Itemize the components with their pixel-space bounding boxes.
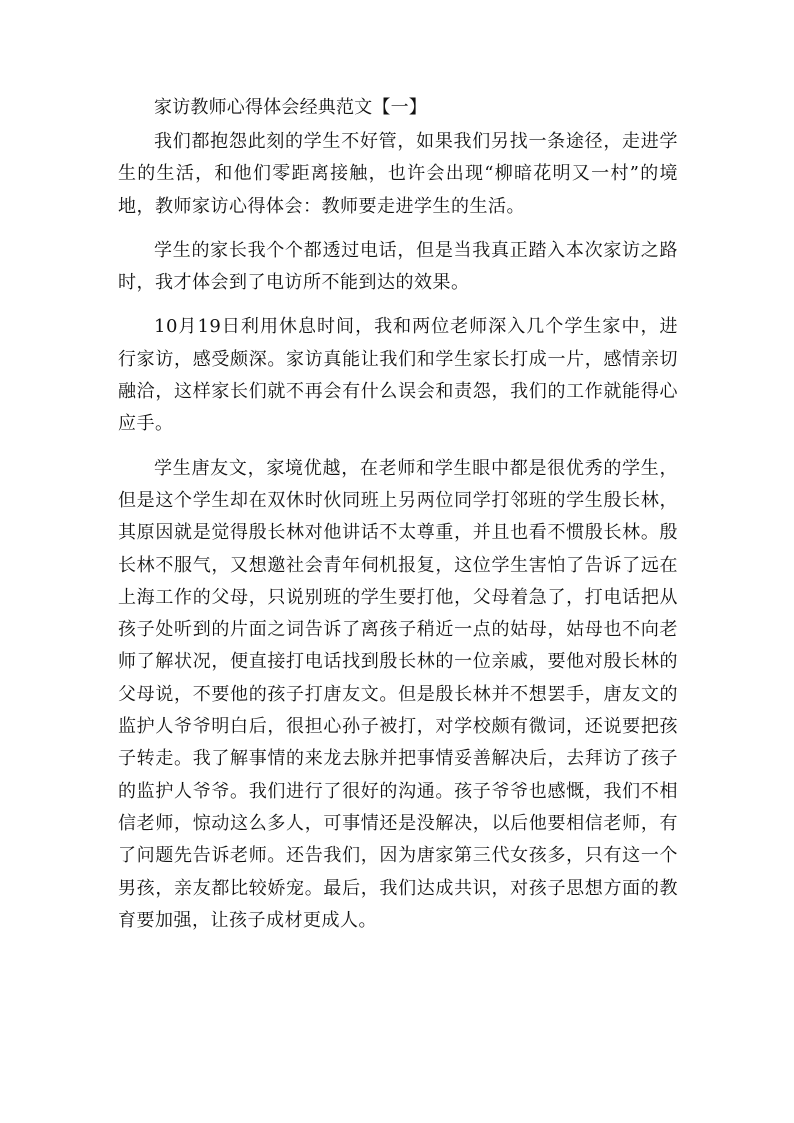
paragraph-4: 学生唐友文，家境优越，在老师和学生眼中都是很优秀的学生，但是这个学生却在双休时伙同班上另两位同学打邻班的学生殷长林，其原因就是觉得殷长林对他讲话不太尊重，并且也看不惯殷长林。殷长林不服气，又想邀社会青年伺机报复，这位学生害怕了告诉了远在上海工作的父母，只说别班的学生要打他，父母着急了，打电话把从孩子处听到的片面之词告诉了离孩子稍近一点的姑母，姑母也不向老师了解状况，便直接打电话找到殷长林的一位亲戚，要他对殷长林的父母说，不要他的孩子打唐友文。但是殷长林并不想罢手，唐友文的监护人爷爷明白后，很担心孙子被打，对学校颇有微词，还说要把孩子转走。我了解事情的来龙去脉并把事情妥善解决后，去拜访了孩子的监护人爷爷。我们进行了很好的沟通。孩子爷爷也感慨，我们不相信老师，惊动这么多人，可事情还是没解决，以后他要相信老师，有了问题先告诉老师。还告我们，因为唐家第三代女孩多，只有这一个男孩，亲友都比较娇宠。最后，我们达成共识，对孩子思想方面的教育要加强，让孩子成材更成人。: [118, 457, 678, 931]
document-title: 家访教师心得体会经典范文【一】: [154, 97, 427, 118]
paragraph-2: 学生的家长我个个都透过电话，但是当我真正踏入本次家访之路时，我才体会到了电访所不能到达的效果。: [118, 239, 678, 294]
paragraph-1: 我们都抱怨此刻的学生不好管，如果我们另找一条途径，走进学生的生活，和他们零距离接触，也许会出现“柳暗花明又一村”的境地，教师家访心得体会：教师要走进学生的生活。: [118, 131, 678, 217]
paragraph-3: 10月19日利用休息时间，我和两位老师深入几个学生家中，进行家访，感受颇深。家访真能让我们和学生家长打成一片，感情亲切融洽，这样家长们就不再会有什么误会和责怨，我们的工作就能得心应手。: [118, 316, 678, 435]
document-body: [118, 92, 678, 937]
